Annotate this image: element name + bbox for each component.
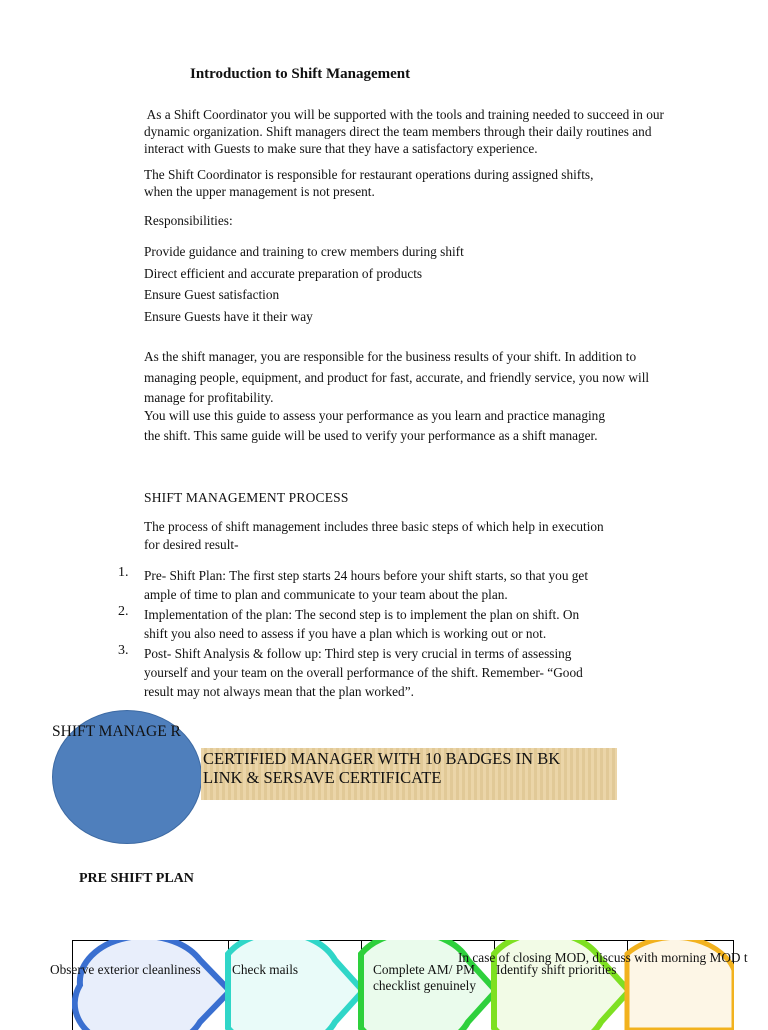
flow-box-text	[373, 962, 476, 994]
flow-chevron-shape	[228, 940, 363, 1030]
process-intro-line: The process of shift management includes three basic steps of which help in execution	[144, 518, 756, 536]
flow-box-text: Identify shift priorities	[496, 962, 616, 978]
flow-chevron-1	[75, 940, 230, 1030]
coordinator-paragraph	[144, 166, 756, 200]
certificate-banner-text	[203, 749, 613, 787]
step-line: yourself and your team on the overall performance of the shift. Remember- “Good	[144, 663, 756, 682]
manager-line: As the shift manager, you are responsible for the business results of your shift. In addition to	[144, 346, 756, 367]
intro-line: interact with Guests to make sure that they have a satisfactory experience.	[144, 140, 756, 157]
guide-paragraph	[144, 406, 756, 446]
manager-paragraph	[144, 346, 756, 407]
flow-box-text: Check mails	[232, 962, 298, 978]
responsibility-item: Direct efficient and accurate preparation of products	[144, 263, 756, 285]
responsibility-item: Provide guidance and training to crew members during shift	[144, 241, 756, 263]
step-line: ample of time to plan and communicate to your team about the plan.	[144, 585, 756, 604]
coordinator-line: The Shift Coordinator is responsible for restaurant operations during assigned shifts,	[144, 166, 756, 183]
flow-box-line: Complete AM/ PM	[373, 962, 476, 978]
responsibilities-list	[144, 241, 756, 327]
guide-line: the shift. This same guide will be used to verify your performance as a shift manager.	[144, 426, 756, 446]
step-number: 1.	[118, 565, 129, 581]
document-title: Introduction to Shift Management	[190, 66, 410, 83]
responsibility-item: Ensure Guests have it their way	[144, 306, 756, 328]
step-item	[144, 566, 756, 604]
pre-shift-heading: PRE SHIFT PLAN	[79, 871, 194, 887]
coordinator-line: when the upper management is not present.	[144, 183, 756, 200]
flow-box-line: checklist genuinely	[373, 978, 476, 994]
manager-line: managing people, equipment, and product for fast, accurate, and friendly service, you now will	[144, 367, 756, 388]
process-intro	[144, 518, 756, 554]
step-item	[144, 605, 756, 643]
step-line: result may not always mean that the plan worked”.	[144, 682, 756, 701]
intro-paragraph	[144, 106, 756, 157]
step-number: 2.	[118, 604, 129, 620]
step-item	[144, 644, 756, 701]
step-line: shift you also need to assess if you have a plan which is working out or not.	[144, 624, 756, 643]
flow-chevron-shape	[75, 940, 230, 1030]
step-line: Post- Shift Analysis & follow up: Third step is very crucial in terms of assessing	[144, 644, 756, 663]
intro-line: As a Shift Coordinator you will be supported with the tools and training needed to succeed in our	[144, 106, 756, 123]
responsibility-item: Ensure Guest satisfaction	[144, 284, 756, 306]
process-intro-line: for desired result-	[144, 536, 756, 554]
flow-chevron-2	[228, 940, 363, 1030]
intro-line: dynamic organization. Shift managers direct the team members through their daily routines and	[144, 123, 756, 140]
shift-manager-label: SHIFT MANAGE R	[52, 723, 181, 741]
flow-box-text: In case of closing MOD, discuss with morning MOD t	[458, 950, 768, 966]
banner-line: LINK & SERSAVE CERTIFICATE	[203, 768, 613, 787]
process-heading: SHIFT MANAGEMENT PROCESS	[144, 489, 756, 506]
banner-line: CERTIFIED MANAGER WITH 10 BADGES IN BK	[203, 749, 613, 768]
step-line: Implementation of the plan: The second step is to implement the plan on shift. On	[144, 605, 756, 624]
responsibilities-label: Responsibilities:	[144, 212, 756, 229]
flow-box-text: Observe exterior cleanliness	[50, 962, 201, 978]
guide-line: You will use this guide to assess your performance as you learn and practice managing	[144, 406, 756, 426]
step-number: 3.	[118, 643, 129, 659]
step-line: Pre- Shift Plan: The first step starts 24 hours before your shift starts, so that you get	[144, 566, 756, 585]
manager-line: manage for profitability.	[144, 388, 756, 407]
